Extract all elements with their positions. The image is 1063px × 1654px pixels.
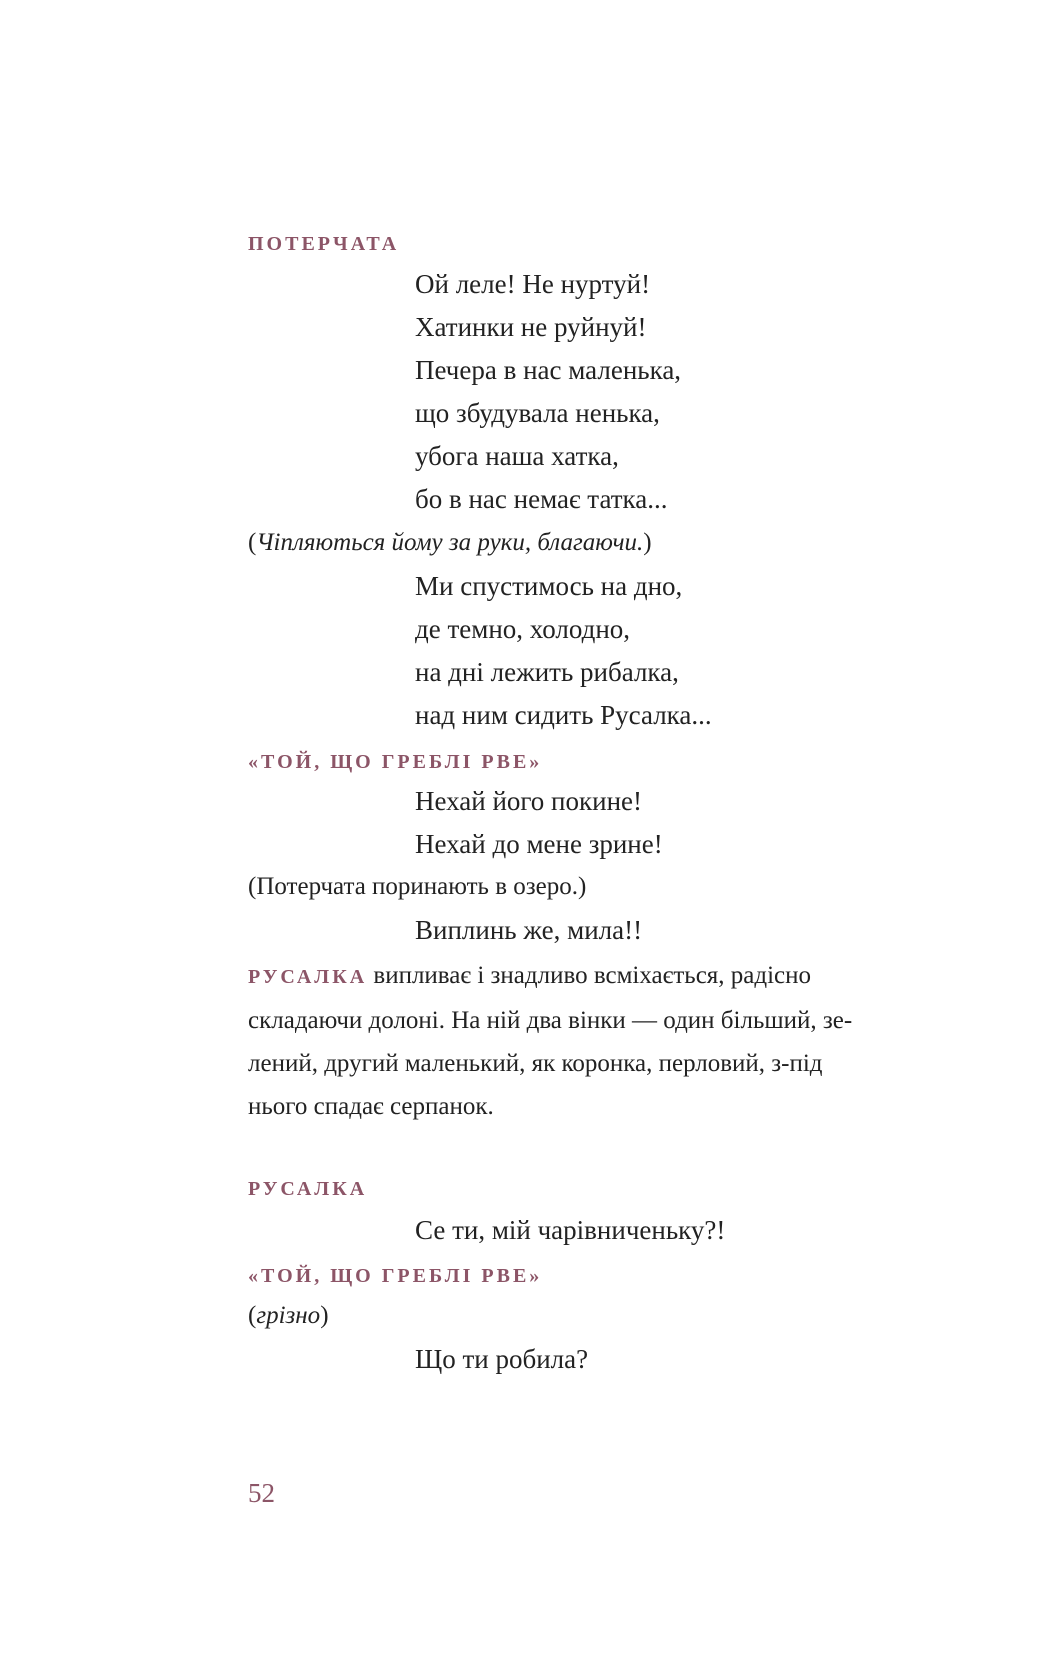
verse-line: Що ти робила? [415, 1344, 589, 1374]
verse-line: Хатинки не руйнуй! [415, 312, 647, 342]
speaker-name: ПОТЕРЧАТА [248, 233, 400, 255]
page-number: 52 [248, 1478, 275, 1508]
verse-line: на дні лежить рибалка, [415, 657, 679, 687]
prose-text: випливає і знадливо всміхається, радісно [373, 962, 812, 989]
prose-line [248, 954, 908, 999]
verse-line: Нехай його покине! [415, 786, 642, 816]
verse-line: бо в нас немає татка... [415, 484, 668, 514]
verse-line: де темно, холодно, [415, 614, 631, 644]
verse-line: Виплинь же, мила!! [415, 915, 643, 945]
stage-direction: (Потерчата поринають в озеро.) [248, 873, 587, 900]
prose-line: нього спадає серпанок. [248, 1093, 494, 1120]
prose-stage-direction [248, 954, 908, 1128]
direction-paren-open: ( [248, 529, 257, 556]
verse-line: Ми спустимось на дно, [415, 571, 683, 601]
speaker-name: «ТОЙ, ЩО ГРЕБЛІ РВЕ» [248, 751, 543, 773]
verse-line: Нехай до мене зрине! [415, 829, 663, 859]
direction-text: Чіпляються йому за руки, благаючи. [256, 529, 644, 556]
verse-line: убога наша хатка, [415, 441, 619, 471]
speaker-name: РУСАЛКА [248, 966, 368, 988]
prose-line: лений, другий маленький, як коронка, перловий, з-під [248, 1050, 823, 1077]
verse-line: над ним сидить Русалка... [415, 700, 712, 730]
verse-line: Печера в нас маленька, [415, 355, 682, 385]
direction-paren-close: ) [643, 529, 652, 556]
speaker-name: «ТОЙ, ЩО ГРЕБЛІ РВЕ» [248, 1265, 543, 1287]
direction-paren-open: ( [248, 1302, 257, 1329]
speaker-name: РУСАЛКА [248, 1178, 368, 1200]
verse-line: що збудувала ненька, [415, 398, 660, 428]
verse-line: Ой леле! Не нуртуй! [415, 269, 651, 299]
verse-line: Се ти, мій чарівниченьку?! [415, 1215, 726, 1245]
stage-direction [248, 1300, 329, 1332]
direction-paren-close: ) [320, 1302, 329, 1329]
stage-direction [248, 527, 652, 559]
direction-text: грізно [256, 1302, 321, 1329]
prose-line: складаючи долоні. На ній два вінки — один більший, зе- [248, 1007, 853, 1034]
